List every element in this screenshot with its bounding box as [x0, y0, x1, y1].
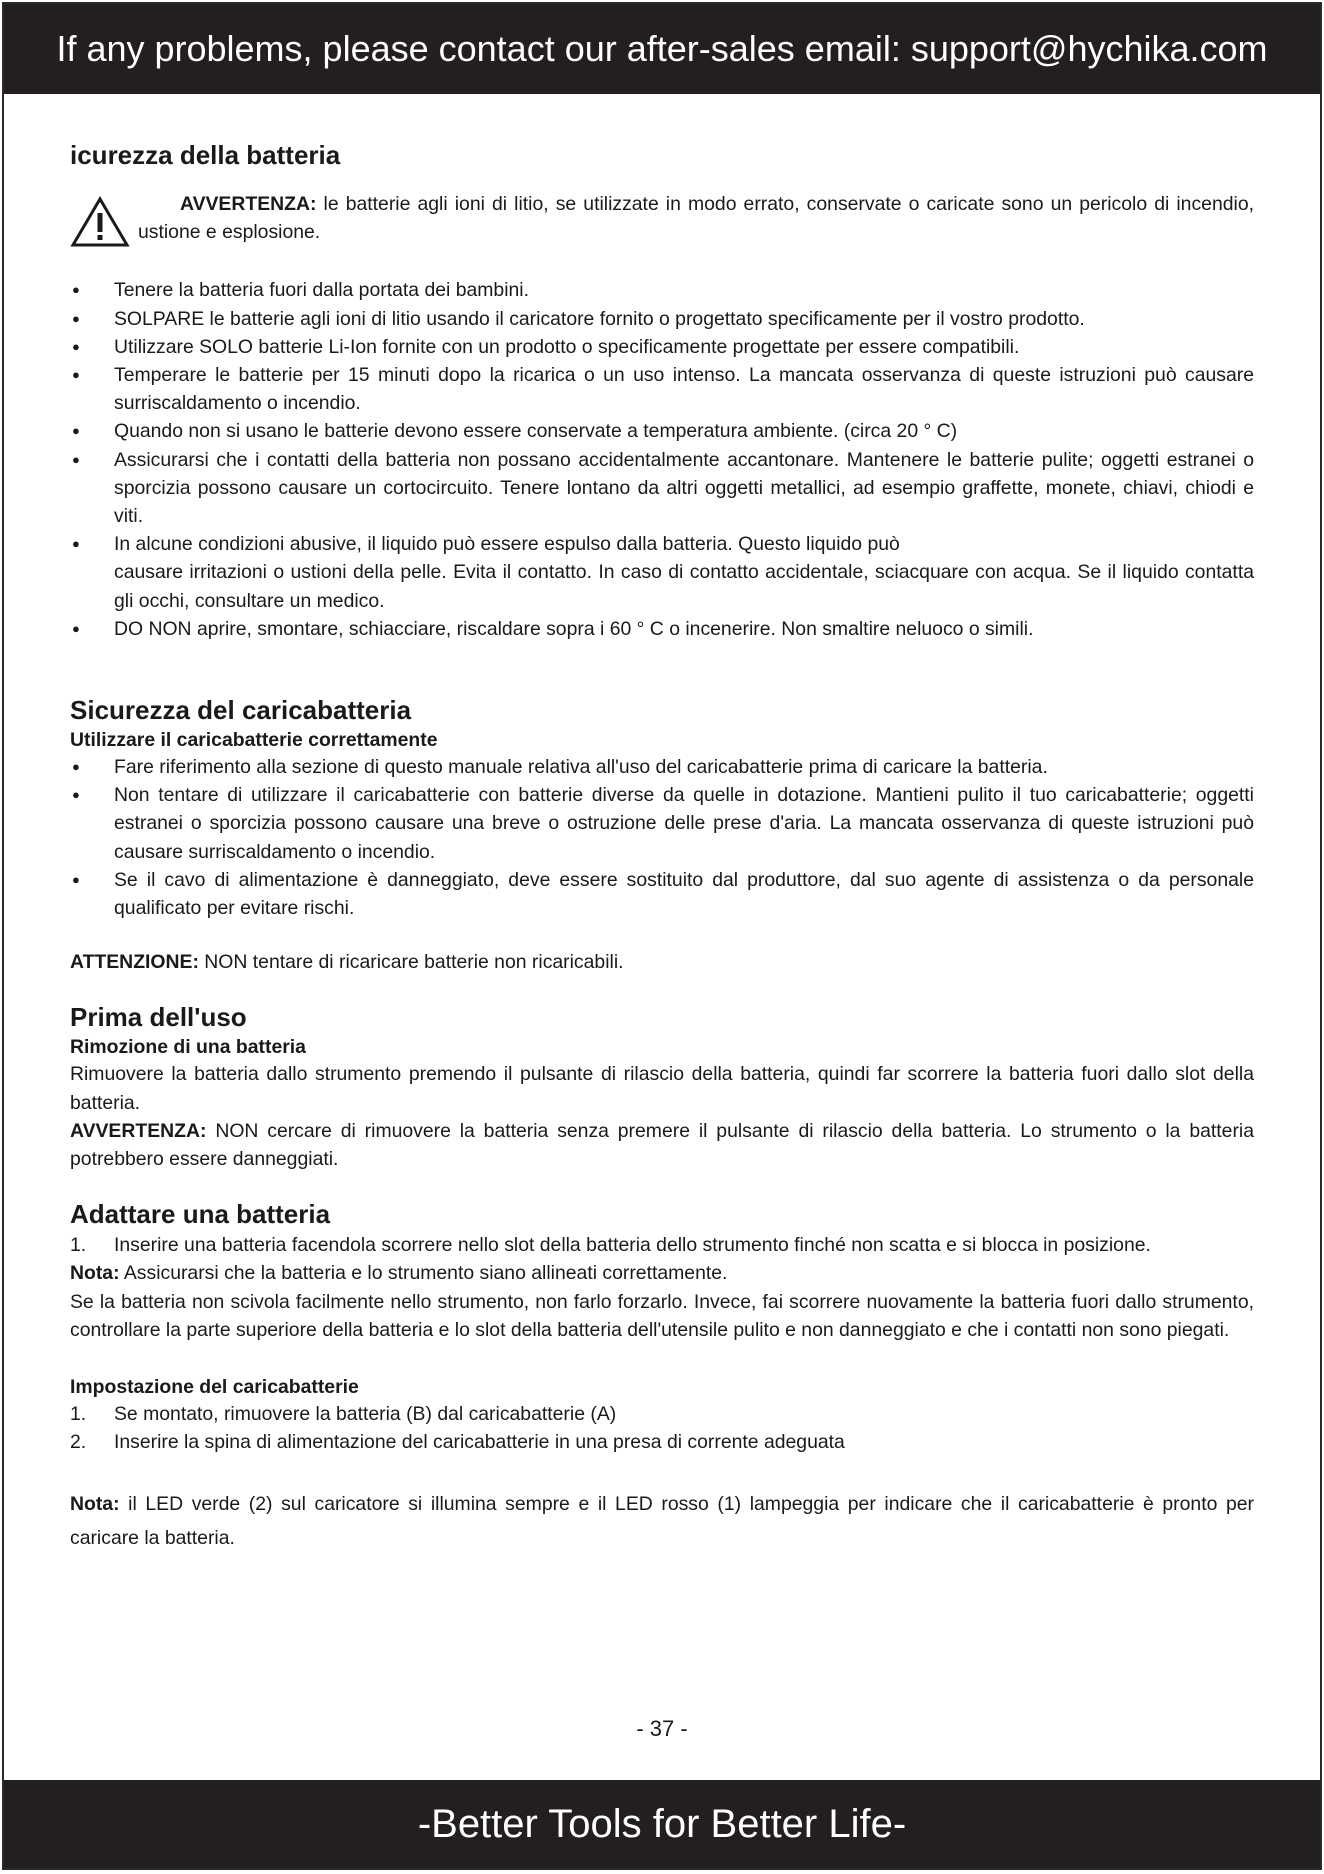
charger-setup-steps [70, 1400, 1254, 1456]
warning-triangle-icon [70, 196, 130, 248]
charger-setup-title: Impostazione del caricabatterie [70, 1376, 359, 1399]
step-number: 2. [70, 1431, 87, 1454]
footer-bar [4, 1780, 1320, 1868]
warning-text: NON cercare di rimuovere la batteria senza premere il pulsante di rilascio della batteria. Lo strumento o la batteria potrebbero essere danneggiati. [70, 1119, 1254, 1171]
list-item-continuation: causare irritazioni o ustioni della pelle. Evita il contatto. In caso di contatto accidentale, sciacquare con acqua. Se il liquido contatta gli occhi, consultare un medico. [114, 561, 1254, 612]
caution-label: ATTENZIONE: [70, 951, 199, 974]
note-label: Nota: [70, 1262, 120, 1285]
list-item: ● Fare riferimento alla sezione di questo manuale relativa all'uso del caricabatterie prima di caricare la batteria. [70, 753, 1254, 781]
list-item: ● Tenere la batteria fuori dalla portata dei bambini. [70, 276, 1254, 304]
content [70, 138, 1254, 1555]
charger-safety-title: Sicurezza del caricabatteria [70, 695, 412, 726]
battery-warning [70, 190, 1254, 246]
charger-setup-note [70, 1487, 1254, 1555]
charger-safety-subtitle: Utilizzare il caricabatterie correttamente [70, 729, 438, 752]
list-item: ● Temperare le batterie per 15 minuti dopo la ricarica o un uso intenso. La mancata osservanza di queste istruzioni può causare surriscaldamento o incendio. [70, 361, 1254, 417]
before-use-text: Rimuovere la batteria dallo strumento premendo il pulsante di rilascio della batteria, quindi far scorrere la batteria fuori dallo slot della batteria. [70, 1063, 1254, 1114]
charger-safety-list [70, 753, 1254, 922]
list-item: ● Utilizzare SOLO batterie Li-Ion fornite con un prodotto o specificamente progettate per essere compatibili. [70, 333, 1254, 361]
manual-page [2, 2, 1322, 1870]
list-item [70, 530, 1254, 615]
list-item: ● Assicurarsi che i contatti della batteria non possano accidentalmente accantonare. Mantenere le batterie pulite; oggetti estranei o sporcizia possono causare un cortocircuito. Tenere lontano da altri oggetti metallici, ad esempio graffette, monete, chiavi, chiodi e viti. [70, 446, 1254, 531]
note-text: il LED verde (2) sul caricatore si illumina sempre e il LED rosso (1) lampeggia per indicare che il caricabatterie è pronto per caricare la batteria. [70, 1492, 1254, 1549]
header-bar [4, 4, 1320, 94]
step-text: Inserire la spina di alimentazione del caricabatterie in una presa di corrente adeguata [114, 1431, 845, 1454]
fit-battery-title: Adattare una batteria [70, 1199, 331, 1230]
step-number: 1. [70, 1234, 87, 1257]
step-item [70, 1231, 1254, 1259]
list-item: ● SOLPARE le batterie agli ioni di litio usando il caricatore fornito o progettato specificamente per il vostro prodotto. [70, 305, 1254, 333]
before-use-warning [70, 1117, 1254, 1173]
note-label: Nota: [70, 1492, 120, 1515]
caution-text: NON tentare di ricaricare batterie non ricaricabili. [198, 951, 624, 974]
header-contact-text: If any problems, please contact our after-sales email: support@hychika.com [56, 28, 1268, 69]
step-text: Inserire una batteria facendola scorrere nello slot della batteria dello strumento finché non scatta e si blocca in posizione. [114, 1234, 1151, 1257]
step-item [70, 1400, 1254, 1428]
charger-caution [70, 948, 1254, 976]
step-text: Se montato, rimuovere la batteria (B) dal caricabatterie (A) [114, 1403, 617, 1426]
fit-battery-note [70, 1259, 1254, 1287]
list-item: ● Se il cavo di alimentazione è danneggiato, deve essere sostituito dal produttore, dal suo agente di assistenza o da personale qualificato per evitare rischi. [70, 866, 1254, 922]
footer-slogan: -Better Tools for Better Life- [417, 1801, 907, 1846]
page-number: - 37 - [636, 1716, 688, 1741]
list-item: ● Non tentare di utilizzare il caricabatterie con batterie diverse da quelle in dotazione. Mantieni pulito il tuo caricabatterie; oggetti estranei o sporcizia possono causare una breve o ostruzione delle prese d'aria. La mancata osservanza di queste istruzioni può causare surriscaldamento o incendio. [70, 781, 1254, 866]
list-item: ● DO NON aprire, smontare, schiacciare, riscaldare sopra i 60 ° C o incenerire. Non smaltire neluoco o simili. [70, 615, 1254, 643]
battery-warning-label: AVVERTENZA: [180, 193, 317, 215]
before-use-subtitle: Rimozione di una batteria [70, 1036, 306, 1059]
fit-battery-text: Se la batteria non scivola facilmente nello strumento, non farlo forzarlo. Invece, fai scorrere nuovamente la batteria fuori dallo strumento, controllare la parte superiore della batteria e lo slot della batteria dell'utensile pulito e non danneggiato e che i contatti non sono piegati. [70, 1290, 1254, 1341]
battery-safety-list [70, 276, 1254, 643]
warning-label: AVVERTENZA: [70, 1119, 207, 1142]
step-item [70, 1428, 1254, 1456]
battery-warning-text: le batterie agli ioni di litio, se utilizzate in modo errato, conservate o caricate sono un pericolo di incendio, ustione e esplosione. [138, 193, 1254, 244]
battery-safety-title: icurezza della batteria [70, 140, 341, 170]
step-number: 1. [70, 1403, 87, 1426]
list-item-line: In alcune condizioni abusive, il liquido può essere espulso dalla batteria. Questo liquido può [114, 533, 900, 556]
note-text: Assicurarsi che la batteria e lo strumento siano allineati correttamente. [119, 1262, 728, 1285]
list-item: ● Quando non si usano le batterie devono essere conservate a temperatura ambiente. (circa 20 ° C) [70, 417, 1254, 445]
fit-battery-steps [70, 1231, 1254, 1259]
before-use-title: Prima dell'uso [70, 1002, 247, 1033]
